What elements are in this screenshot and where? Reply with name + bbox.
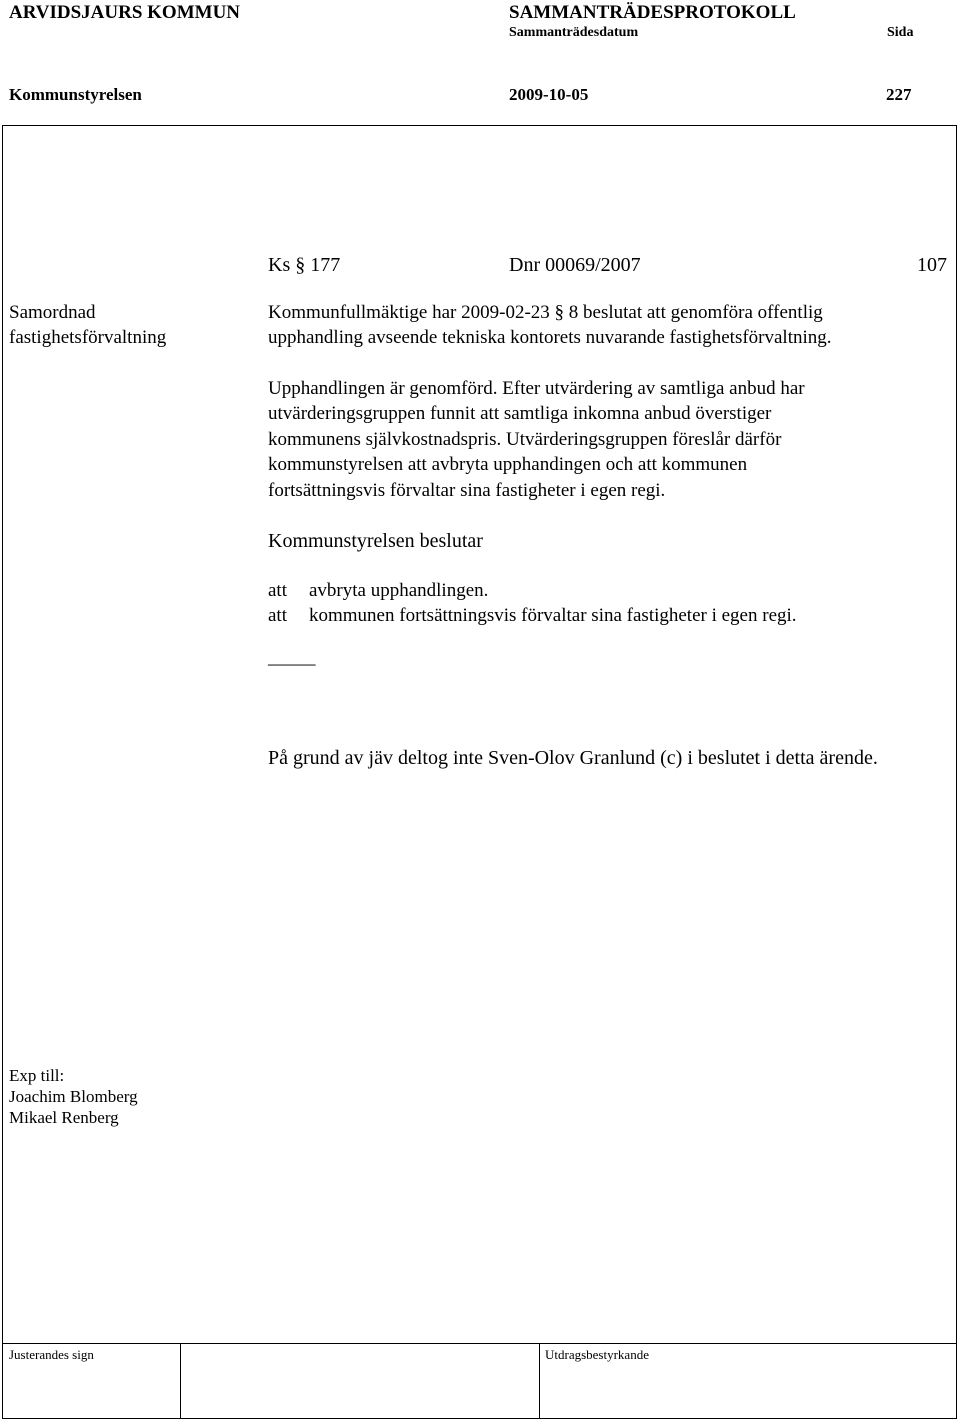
- sign-box-divider: [180, 1343, 181, 1419]
- decision-heading: Kommunstyrelsen beslutar: [268, 530, 483, 552]
- reference-number: 107: [917, 254, 947, 276]
- municipality-name: ARVIDSJAURS KOMMUN: [9, 2, 241, 23]
- jav-note: På grund av jäv deltog inte Sven-Olov Granlund (c) i beslutet i detta ärende.: [268, 747, 878, 769]
- decision-prefix-1: att: [268, 580, 287, 601]
- subject-line-2: fastighetsförvaltning: [9, 327, 167, 348]
- body-line-2: utvärderingsgruppen funnit att samtliga inkomna anbud överstiger: [268, 403, 772, 424]
- decision-prefix-2: att: [268, 605, 287, 626]
- page-number: 227: [886, 85, 912, 104]
- sign-label: Justerandes sign: [9, 1347, 94, 1362]
- distribution-label: Exp till:: [9, 1066, 65, 1085]
- decision-text-2: kommunen fortsättningsvis förvaltar sina fastigheter i egen regi.: [309, 605, 797, 626]
- intro-line-2: upphandling avseende tekniska kontorets nuvarande fastighetsförvaltning.: [268, 327, 832, 348]
- recipient-1: Joachim Blomberg: [9, 1087, 138, 1106]
- body-line-1: Upphandlingen är genomförd. Efter utvärdering av samtliga anbud har: [268, 378, 805, 399]
- recipient-2: Mikael Renberg: [9, 1108, 119, 1127]
- subject-line-1: Samordnad: [9, 302, 96, 323]
- body-line-3: kommunens självkostnadspris. Utvärderingsgruppen föreslår därför: [268, 429, 782, 450]
- meeting-date: 2009-10-05: [509, 85, 589, 104]
- extract-box-divider: [539, 1343, 540, 1419]
- decision-text-1: avbryta upphandlingen.: [309, 580, 489, 601]
- separator-line: _____: [268, 647, 316, 668]
- body-line-4: kommunstyrelsen att avbryta upphandingen och att kommunen: [268, 454, 748, 475]
- meeting-date-label: Sammanträdesdatum: [509, 25, 639, 40]
- footer-divider: [2, 1343, 957, 1344]
- meeting-body: Kommunstyrelsen: [9, 85, 142, 104]
- case-number: Ks § 177: [268, 254, 341, 276]
- body-line-5: fortsättningsvis förvaltar sina fastigheter i egen regi.: [268, 480, 666, 501]
- intro-line-1: Kommunfullmäktige har 2009-02-23 § 8 beslutat att genomföra offentlig: [268, 302, 823, 323]
- dnr-number: Dnr 00069/2007: [509, 254, 641, 276]
- document-type: SAMMANTRÄDESPROTOKOLL: [509, 2, 796, 23]
- page-label: Sida: [887, 25, 914, 40]
- extract-label: Utdragsbestyrkande: [545, 1347, 649, 1362]
